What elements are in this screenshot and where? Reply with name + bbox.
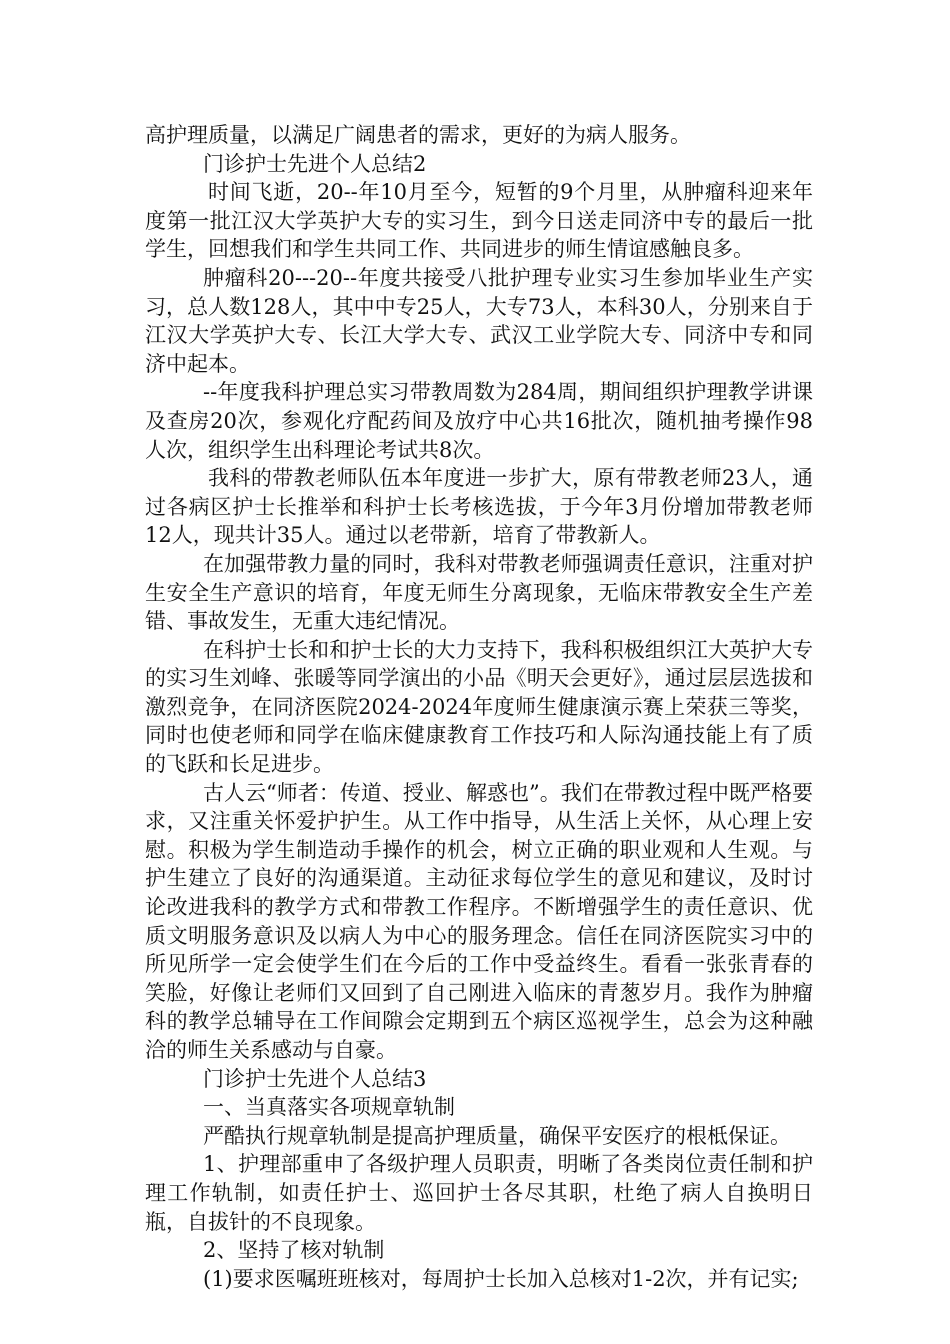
paragraph: 在加强带教力量的同时，我科对带教老师强调责任意识，注重对护生安全生产意识的培育，年度无师生分离现象，无临床带教安全生产差错、事故发生，无重大违纪情况。 — [145, 551, 813, 634]
paragraph: 我科的带教老师队伍本年度进一步扩大，原有带教老师23人，通过各病区护士长推举和科护士长考核选拔，于今年3月份增加带教老师12人，现共计35人。通过以老带新，培育了带教新人。 — [145, 466, 813, 548]
paragraph: (1)要求医嘱班班核对，每周护士长加入总核对1-2次，并有记实; — [203, 1266, 799, 1291]
subsection-heading: 一、当真落实各项规章轨制 — [203, 1095, 455, 1120]
paragraph: 古人云“师者：传道、授业、解惑也”。我们在带教过程中既严格要求，又注重关怀爱护护生。从工作中指导，从生活上关怀，从心理上安慰。积极为学生制造动手操作的机会，树立正确的职业观和人生观。与护生建立了良好的沟通渠道。主动征求每位学生的意见和建议，及时讨论改进我科的教学方式和带教工作程序。不断增强学生的责任意识、优质文明服务意识及以病人为中心的服务理念。信任在同济医院实习中的所见所学一定会使学生们在今后的工作中受益终生。看看一张张青春的笑脸，好像让老师们又回到了自己刚进入临床的青葱岁月。我作为肿瘤科的教学总辅导在工作间隙会定期到五个病区巡视学生，总会为这种融洽的师生关系感动与自豪。 — [145, 780, 813, 1062]
paragraph: 严酷执行规章轨制是提高护理质量，确保平安医疗的根柢保证。 — [203, 1123, 791, 1148]
paragraph: 1、护理部重申了各级护理人员职责，明晰了各类岗位责任制和护理工作轨制，如责任护士、巡回护士各尽其职，杜绝了病人自换明日瓶，自拔针的不良现象。 — [145, 1152, 813, 1234]
paragraph: 肿瘤科20---20--年度共接受八批护理专业实习生参加毕业生产实习，总人数128人，其中中专25人，大专73人，本科30人，分别来自于江汉大学英护大专、长江大学大专、武汉工业学院大专、同济中专和同济中起本。 — [145, 265, 813, 376]
section-heading-3: 门诊护士先进个人总结3 — [203, 1066, 427, 1091]
subsection-heading: 2、坚持了核对轨制 — [203, 1238, 385, 1263]
document-page — [145, 121, 813, 1293]
paragraph-continuation: 高护理质量，以满足广阔患者的需求，更好的为病人服务。 — [145, 123, 691, 147]
paragraph: --年度我科护理总实习带教周数为284周，期间组织护理教学讲课及查房20次，参观化疗配药间及放疗中心共16批次，随机抽考操作98人次，组织学生出科理论考试共8次。 — [145, 380, 813, 462]
paragraph: 时间飞逝，20--年10月至今，短暂的9个月里，从肿瘤科迎来年度第一批江汉大学英护大专的实习生，到今日送走同济中专的最后一批学生，回想我们和学生共同工作、共同进步的师生情谊感触良多。 — [145, 180, 813, 262]
paragraph: 在科护士长和和护士长的大力支持下，我科积极组织江大英护大专的实习生刘峰、张暖等同学演出的小品《明天会更好》，通过层层选拔和激烈竞争，在同济医院2024-2024年度师生健康演示赛上荣获三等奖，同时也使老师和同学在临床健康教育工作技巧和人际沟通技能上有了质的飞跃和长足进步。 — [145, 637, 813, 777]
section-heading-2: 门诊护士先进个人总结2 — [203, 151, 427, 176]
